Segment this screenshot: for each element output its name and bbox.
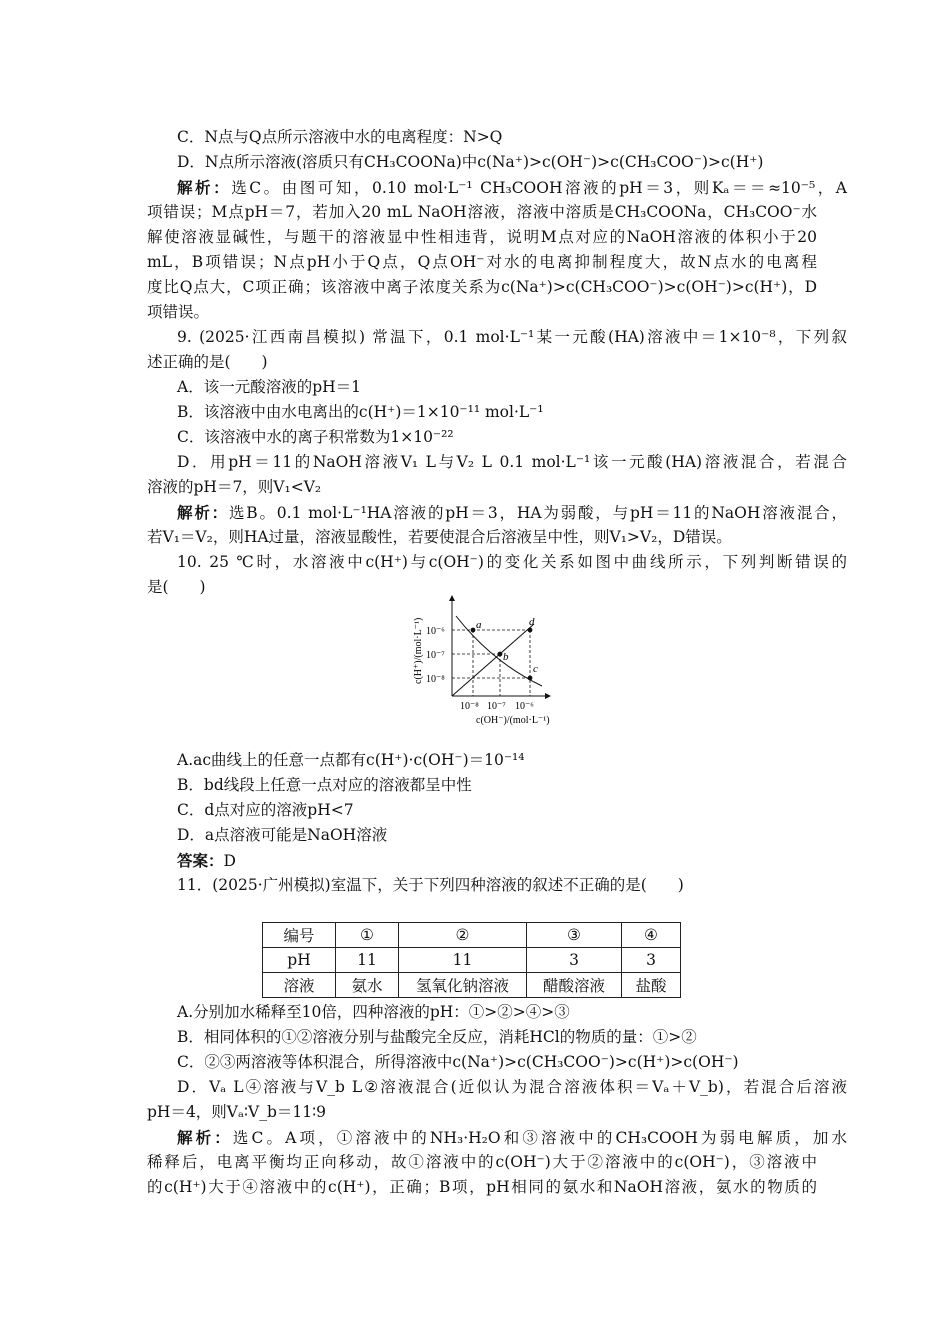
table-cell: 11 [336, 948, 399, 973]
y-axis-label: c(H⁺)/(mol·L⁻¹) [413, 617, 424, 684]
neutral-line-bd [452, 624, 534, 696]
table-row [263, 923, 681, 948]
option-line: C．该溶液中水的离子积常数为1×10⁻²² [177, 428, 454, 446]
analysis-line: 项错误。 [147, 303, 210, 321]
analysis-line: 度比Q点大，C项正确；该溶液中离子浓度关系为c(Na⁺)>c(CH₃COO⁻)>c(OH⁻)>c(H⁺)，D [147, 278, 817, 296]
analysis-line: 解使溶液显碱性，与题干的溶液显中性相违背，说明M点对应的NaOH溶液的体积小于20 [147, 228, 817, 246]
table-row [263, 973, 681, 998]
ch-vs-coh-graph [392, 592, 582, 728]
option-line: B．bd线段上任意一点对应的溶液都呈中性 [177, 776, 472, 794]
table-cell: 编号 [263, 923, 336, 948]
x-axis-label: c(OH⁻)/(mol·L⁻¹) [476, 715, 550, 726]
analysis-line: 解析：选C。A项，①溶液中的NH₃·H₂O和③溶液中的CH₃COOH为弱电解质，加水 [177, 1128, 847, 1147]
option-line: D．N点所示溶液(溶质只有CH₃COONa)中c(Na⁺)>c(OH⁻)>c(CH₃COO⁻)>c(H⁺) [177, 153, 764, 171]
option-line: 溶液的pH＝7，则V₁<V₂ [147, 478, 322, 496]
label-prefix: 解析： [177, 178, 232, 197]
analysis-line: 解析：选B。0.1 mol·L⁻¹HA溶液的pH＝3，HA为弱酸，与pH＝11的NaOH溶液混合， [177, 503, 847, 522]
point-a [471, 628, 476, 633]
table-cell: ③ [527, 923, 622, 948]
table-cell: ① [336, 923, 399, 948]
option-line: C．②③两溶液等体积混合，所得溶液中c(Na⁺)>c(CH₃COO⁻)>c(H⁺)>c(OH⁻) [177, 1053, 739, 1071]
option-line: B．相同体积的①②溶液分别与盐酸完全反应，消耗HCl的物质的量：①>② [177, 1028, 697, 1046]
table-cell: 3 [527, 948, 622, 973]
y-tick-label: 10⁻⁶ [426, 626, 445, 637]
analysis-line: 项错误；M点pH＝7，若加入20 mL NaOH溶液，溶液中溶质是CH₃COONa，CH₃COO⁻水 [147, 203, 817, 221]
solutions-table [262, 922, 681, 998]
point-label: d [529, 616, 535, 628]
question-9-stem: 述正确的是( ) [147, 353, 268, 371]
table-row [263, 948, 681, 973]
option-line: C．N点与Q点所示溶液中水的电离程度：N>Q [177, 128, 503, 146]
analysis-line: mL，B项错误；N点pH小于Q点，Q点OH⁻对水的电离抑制程度大，故N点水的电离程 [147, 253, 817, 271]
option-line: D．a点溶液可能是NaOH溶液 [177, 826, 388, 844]
table-cell: pH [263, 948, 336, 973]
question-10-stem: 是( ) [147, 578, 206, 596]
table-cell: ④ [622, 923, 681, 948]
option-line: A．该一元酸溶液的pH＝1 [177, 378, 361, 396]
option-line: D．用pH＝11的NaOH溶液V₁ L与V₂ L 0.1 mol·L⁻¹该一元酸(HA)溶液混合，若混合 [177, 453, 847, 471]
analysis-line: 若V₁＝V₂，则HA过量，溶液显酸性，若要使混合后溶液呈中性，则V₁>V₂，D错误。 [147, 528, 732, 546]
table-cell: 3 [622, 948, 681, 973]
answer-line: 答案：D [177, 851, 236, 870]
question-11-stem: 11．(2025·广州模拟)室温下，关于下列四种溶液的叙述不正确的是( ) [177, 876, 684, 894]
option-line: pH＝4，则Vₐ∶V_b＝11∶9 [147, 1103, 326, 1121]
analysis-line: 稀释后，电离平衡均正向移动，故①溶液中的c(OH⁻)大于②溶液中的c(OH⁻)，③溶液中 [147, 1153, 817, 1171]
table-cell: 氢氧化钠溶液 [399, 973, 527, 998]
option-line: D．Vₐ L④溶液与V_b L②溶液混合(近似认为混合溶液体积＝Vₐ＋V_b)，若混合后溶液 [177, 1078, 847, 1096]
table-cell: 溶液 [263, 973, 336, 998]
label-prefix: 解析： [177, 503, 229, 522]
point-b [498, 652, 503, 657]
option-line: C．d点对应的溶液pH<7 [177, 801, 354, 819]
option-line: A.分别加水稀释至10倍，四种溶液的pH：①>②>④>③ [177, 1003, 570, 1021]
table-cell: 盐酸 [622, 973, 681, 998]
option-line: B．该溶液中由水电离出的c(H⁺)＝1×10⁻¹¹ mol·L⁻¹ [177, 403, 544, 421]
point-label: c [533, 663, 538, 675]
y-tick-label: 10⁻⁷ [426, 650, 445, 661]
label-prefix: 答案： [177, 851, 224, 870]
label-prefix: 解析： [177, 1128, 233, 1147]
x-tick-label: 10⁻⁷ [487, 701, 506, 712]
analysis-line: 的c(H⁺)大于④溶液中的c(H⁺)，正确；B项，pH相同的氨水和NaOH溶液，氨水的物质的 [147, 1178, 817, 1196]
question-9-stem: 9. (2025·江西南昌模拟) 常温下，0.1 mol·L⁻¹某一元酸(HA)溶液中＝1×10⁻⁸，下列叙 [177, 328, 847, 346]
point-label: b [503, 651, 509, 663]
point-d [528, 628, 533, 633]
table-cell: 醋酸溶液 [527, 973, 622, 998]
y-tick-label: 10⁻⁸ [426, 674, 445, 685]
point-c [528, 676, 533, 681]
table-cell: 氨水 [336, 973, 399, 998]
table-cell: 11 [399, 948, 527, 973]
point-label: a [476, 619, 482, 631]
analysis-line: 解析：选C。由图可知，0.10 mol·L⁻¹ CH₃COOH溶液的pH＝3，则Kₐ＝＝≈10⁻⁵，A [177, 178, 847, 197]
option-line: A.ac曲线上的任意一点都有c(H⁺)·c(OH⁻)＝10⁻¹⁴ [177, 751, 525, 769]
table-cell: ② [399, 923, 527, 948]
x-tick-label: 10⁻⁶ [515, 701, 534, 712]
question-10-stem: 10. 25 ℃时，水溶液中c(H⁺)与c(OH⁻)的变化关系如图中曲线所示，下列判断错误的 [177, 553, 847, 571]
x-tick-label: 10⁻⁸ [460, 701, 479, 712]
